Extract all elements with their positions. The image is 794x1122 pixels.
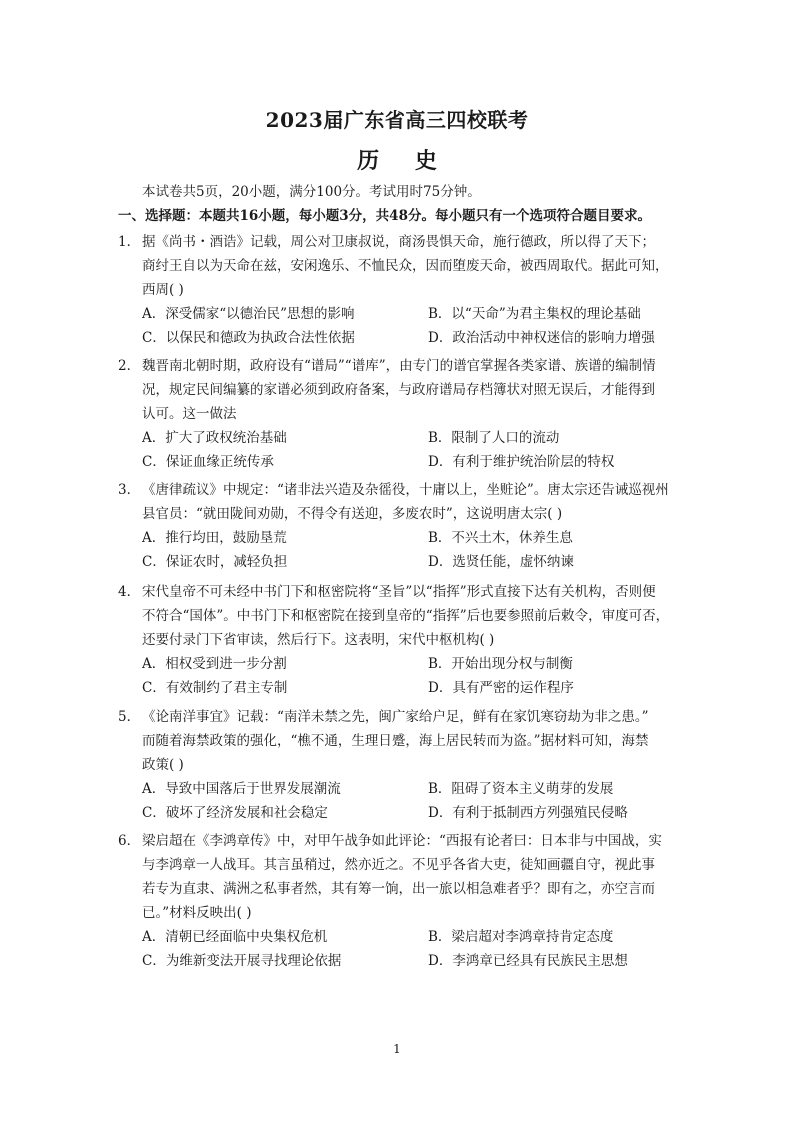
question-line xyxy=(118,580,678,604)
option-row xyxy=(118,426,678,450)
question-text: 县官员：“就田陇间劝勋，不得令有送迎，多废农时”，这说明唐太宗( ) xyxy=(142,506,563,522)
option-c[interactable]: C．为维新变法开展寻找理论依据 xyxy=(142,953,342,969)
option-a[interactable]: A．深受儒家“以德治民”思想的影响 xyxy=(142,306,355,322)
question-number: 3． xyxy=(118,482,141,498)
option-row xyxy=(118,777,678,801)
option-d[interactable]: D．有利于抵制西方列强殖民侵略 xyxy=(428,805,628,821)
option-row xyxy=(118,949,678,973)
question-text: 西周( ) xyxy=(142,282,184,298)
question-text: 政策( ) xyxy=(142,757,184,773)
question-text: 还要付录门下省审读，然后行下。这表明，宋代中枢机构( ) xyxy=(142,632,495,648)
question-4 xyxy=(118,580,678,700)
question-line xyxy=(118,829,678,853)
question-line xyxy=(118,604,678,628)
question-line xyxy=(118,729,678,753)
question-text: 若专为直隶、满洲之私事者然，其有筹一饷，出一旅以相急难者乎？即有之，亦空言而 xyxy=(142,881,655,897)
option-b[interactable]: B．限制了人口的流动 xyxy=(428,430,560,446)
question-line xyxy=(118,402,678,426)
option-b[interactable]: B．开始出现分权与制衡 xyxy=(428,656,573,672)
page-number: 1 xyxy=(393,1042,401,1056)
question-line xyxy=(118,354,678,378)
option-a[interactable]: A．导致中国落后于世界发展潮流 xyxy=(142,781,341,797)
option-d[interactable]: D．有利于维护统治阶层的特权 xyxy=(428,454,615,470)
option-row xyxy=(118,801,678,825)
option-a[interactable]: A．清朝已经面临中央集权危机 xyxy=(142,929,328,945)
question-6 xyxy=(118,829,678,973)
option-row xyxy=(118,550,678,574)
question-number: 6． xyxy=(118,833,141,849)
question-line xyxy=(118,278,678,302)
question-text: 况，规定民间编纂的家谱必须到政府备案，与政府谱局存档簿状对照无误后，才能得到 xyxy=(142,382,655,398)
question-2 xyxy=(118,354,678,474)
option-row xyxy=(118,676,678,700)
exam-instructions: 本试卷共5页，20小题，满分100分。考试用时75分钟。 xyxy=(142,184,481,200)
question-text: 而随着海禁政策的强化，“樵不通，生理日蹙，海上居民转而为盗。”据材料可知，海禁 xyxy=(142,733,649,749)
question-line xyxy=(118,628,678,652)
option-b[interactable]: B．阻碍了资本主义萌芽的发展 xyxy=(428,781,614,797)
question-line xyxy=(118,877,678,901)
question-number: 5． xyxy=(118,709,141,725)
option-b[interactable]: B．以“天命”为君主集权的理论基础 xyxy=(428,306,641,322)
option-c[interactable]: C．保证农时，减轻负担 xyxy=(142,554,288,570)
option-a[interactable]: A．相权受到进一步分割 xyxy=(142,656,287,672)
option-c[interactable]: C．保证血缘正统传承 xyxy=(142,454,274,470)
option-d[interactable]: D．具有严密的运作程序 xyxy=(428,680,574,696)
option-row xyxy=(118,326,678,350)
question-text: 不符合“国体”。中书门下和枢密院在接到皇帝的“指挥”后也要参照前后敕令，审度可否， xyxy=(142,608,670,624)
question-number: 4． xyxy=(118,584,141,600)
question-text: 商纣王自以为天命在兹，安闲逸乐、不恤民众，因而堕废天命，被西周取代。据此可知， xyxy=(142,258,669,274)
question-text: 据《尚书・酒诰》记载，周公对卫康叔说，商汤畏惧天命，施行德政，所以得了天下； xyxy=(142,234,655,250)
question-line xyxy=(118,853,678,877)
option-d[interactable]: D．李鸿章已经具有民族民主思想 xyxy=(428,953,628,969)
question-line xyxy=(118,230,678,254)
option-c[interactable]: C．破坏了经济发展和社会稳定 xyxy=(142,805,328,821)
question-number: 2． xyxy=(118,358,141,374)
option-a[interactable]: A．扩大了政权统治基础 xyxy=(142,430,287,446)
question-text: 宋代皇帝不可未经中书门下和枢密院将“圣旨”以“指挥”形式直接下达有关机构，否则便 xyxy=(142,584,656,600)
option-row xyxy=(118,450,678,474)
option-c[interactable]: C．以保民和德政为执政合法性依据 xyxy=(142,330,355,346)
question-line xyxy=(118,753,678,777)
option-a[interactable]: A．推行均田，鼓励垦荒 xyxy=(142,530,287,546)
section-heading: 一、选择题：本题共16小题，每小题3分，共48分。每小题只有一个选项符合题目要求。 xyxy=(118,208,651,224)
question-text: 魏晋南北朝时期，政府设有“谱局”“谱库”，由专门的谱官掌握各类家谱、族谱的编制情 xyxy=(142,358,656,374)
exam-title: 2023届广东省高三四校联考 xyxy=(265,108,529,132)
question-line xyxy=(118,901,678,925)
question-line xyxy=(118,478,678,502)
option-b[interactable]: B．不兴土木，休养生息 xyxy=(428,530,573,546)
option-row xyxy=(118,302,678,326)
question-line xyxy=(118,378,678,402)
question-1 xyxy=(118,230,678,350)
question-text: 与李鸿章一人战耳。其言虽稍过，然亦近之。不见乎各省大吏，徒知画疆自守，视此事 xyxy=(142,857,655,873)
question-text: 《论南洋事宜》记载：“南洋未禁之先，闽广家给户足，鲜有在家饥寒窃劫为非之患。” xyxy=(142,709,649,725)
option-row xyxy=(118,652,678,676)
option-row xyxy=(118,925,678,949)
option-c[interactable]: C．有效制约了君主专制 xyxy=(142,680,288,696)
question-text: 已。”材料反映出( ) xyxy=(142,905,252,921)
option-row xyxy=(118,526,678,550)
question-5 xyxy=(118,705,678,825)
exam-subject: 历 史 xyxy=(357,148,451,174)
question-text: 《唐律疏议》中规定：“诸非法兴造及杂徭役，十庸以上，坐赃论”。唐太宗还告诫巡视州 xyxy=(142,482,669,498)
question-line xyxy=(118,705,678,729)
question-line xyxy=(118,502,678,526)
question-3 xyxy=(118,478,678,574)
question-line xyxy=(118,254,678,278)
question-text: 梁启超在《李鸿章传》中，对甲午战争如此评论：“西报有论者曰：日本非与中国战，实 xyxy=(142,833,662,849)
question-text: 认可。这一做法 xyxy=(142,406,237,422)
option-d[interactable]: D．选贤任能，虚怀纳谏 xyxy=(428,554,574,570)
question-number: 1． xyxy=(118,234,141,250)
option-d[interactable]: D．政治活动中神权迷信的影响力增强 xyxy=(428,330,655,346)
option-b[interactable]: B．梁启超对李鸿章持肯定态度 xyxy=(428,929,614,945)
